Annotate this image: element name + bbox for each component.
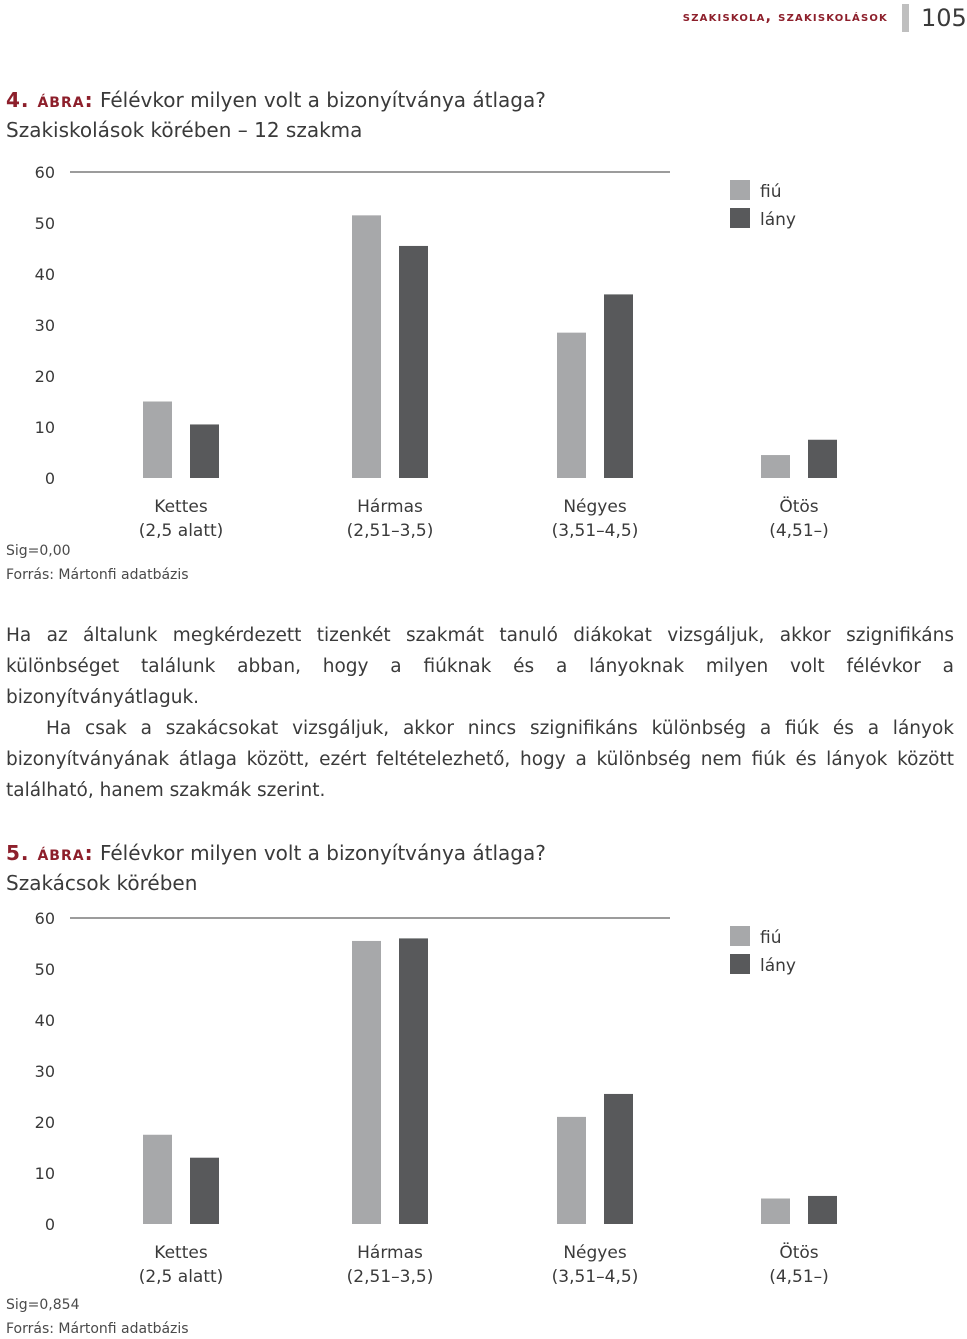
category-label: Négyes: [563, 1243, 627, 1263]
bar-lány-0: [190, 1158, 219, 1224]
bar-fiú-2: [557, 333, 586, 478]
figure-4-label: 4. ábra:: [6, 88, 94, 112]
figure-5-sig: Sig=0,854: [6, 1297, 80, 1313]
bar-fiú-0: [143, 402, 172, 479]
y-tick-label: 30: [34, 1062, 55, 1081]
category-label: (2,5 alatt): [138, 1267, 224, 1287]
running-title: szakiskola, szakiskolások: [682, 9, 888, 25]
figure-4-chart: [0, 160, 960, 550]
figure-5-chart: [0, 906, 960, 1296]
y-tick-label: 0: [44, 1215, 55, 1234]
figure-4-title-line1: Félévkor milyen volt a bizonyítványa átlaga?: [99, 88, 546, 112]
bar-lány-0: [190, 424, 219, 478]
category-label: (2,5 alatt): [138, 521, 224, 541]
bar-fiú-1: [352, 941, 381, 1224]
legend-swatch-lány: [730, 208, 750, 228]
page-number: 105: [921, 4, 967, 32]
bar-lány-3: [808, 1196, 837, 1224]
y-tick-label: 10: [34, 418, 55, 437]
category-label: Ötös: [779, 1243, 819, 1263]
bar-lány-2: [604, 294, 633, 478]
figure-4-title-line2: Szakiskolások körében – 12 szakma: [6, 118, 363, 142]
category-label: (3,51–4,5): [551, 521, 639, 541]
figure-4-source: Forrás: Mártonfi adatbázis: [6, 567, 189, 583]
paragraph-1: Ha az általunk megkérdezett tizenkét szakmát tanuló diákokat vizsgáljuk, akkor szignifikáns különbséget találunk abban, hogy a fiúknak és a lányoknak milyen volt félévkor a bizonyítványátlaguk.: [6, 625, 954, 708]
legend-swatch-fiú: [730, 180, 750, 200]
figure-4-chart-svg: [0, 160, 960, 550]
category-label: (4,51–): [769, 521, 829, 541]
y-tick-label: 60: [34, 163, 55, 182]
legend-swatch-lány: [730, 954, 750, 974]
y-tick-label: 40: [34, 1011, 55, 1030]
figure-4-caption: [6, 85, 546, 145]
y-tick-label: 50: [34, 960, 55, 979]
y-tick-label: 20: [34, 367, 55, 386]
y-tick-label: 20: [34, 1113, 55, 1132]
legend-label-fiú: fiú: [760, 928, 782, 948]
figure-4-sig: Sig=0,00: [6, 543, 71, 559]
figure-5-title-line1: Félévkor milyen volt a bizonyítványa átlaga?: [99, 841, 546, 865]
bar-fiú-3: [761, 1199, 790, 1225]
paragraph-2: Ha csak a szakácsokat vizsgáljuk, akkor nincs szignifikáns különbség a fiúk és a lányok bizonyítványának átlaga között, ezért feltételezhető, hogy a különbség nem fiúk és lányok között található, hanem szakmák szerint.: [6, 718, 954, 801]
figure-5-chart-svg: [0, 906, 960, 1296]
page-header: [0, 0, 967, 40]
category-label: Hármas: [357, 1243, 423, 1263]
bar-lány-2: [604, 1094, 633, 1224]
figure-5-source: Forrás: Mártonfi adatbázis: [6, 1321, 189, 1337]
body-text: [6, 620, 954, 806]
figure-5-title-line2: Szakácsok körében: [6, 871, 198, 895]
y-tick-label: 30: [34, 316, 55, 335]
y-tick-label: 60: [34, 909, 55, 928]
header-rule: [902, 4, 909, 32]
bar-lány-3: [808, 440, 837, 478]
category-label: (4,51–): [769, 1267, 829, 1287]
category-label: Kettes: [154, 497, 208, 517]
y-tick-label: 40: [34, 265, 55, 284]
category-label: (3,51–4,5): [551, 1267, 639, 1287]
category-label: Ötös: [779, 497, 819, 517]
bar-fiú-3: [761, 455, 790, 478]
bar-fiú-2: [557, 1117, 586, 1224]
bar-lány-1: [399, 938, 428, 1224]
category-label: Hármas: [357, 497, 423, 517]
legend-swatch-fiú: [730, 926, 750, 946]
bar-fiú-1: [352, 215, 381, 478]
figure-5-label: 5. ábra:: [6, 841, 94, 865]
y-tick-label: 10: [34, 1164, 55, 1183]
category-label: Négyes: [563, 497, 627, 517]
y-tick-label: 50: [34, 214, 55, 233]
legend-label-fiú: fiú: [760, 182, 782, 202]
bar-fiú-0: [143, 1135, 172, 1224]
category-label: (2,51–3,5): [346, 521, 434, 541]
legend-label-lány: lány: [760, 210, 796, 230]
category-label: (2,51–3,5): [346, 1267, 434, 1287]
category-label: Kettes: [154, 1243, 208, 1263]
bar-lány-1: [399, 246, 428, 478]
figure-5-caption: [6, 838, 546, 898]
legend-label-lány: lány: [760, 956, 796, 976]
y-tick-label: 0: [44, 469, 55, 488]
